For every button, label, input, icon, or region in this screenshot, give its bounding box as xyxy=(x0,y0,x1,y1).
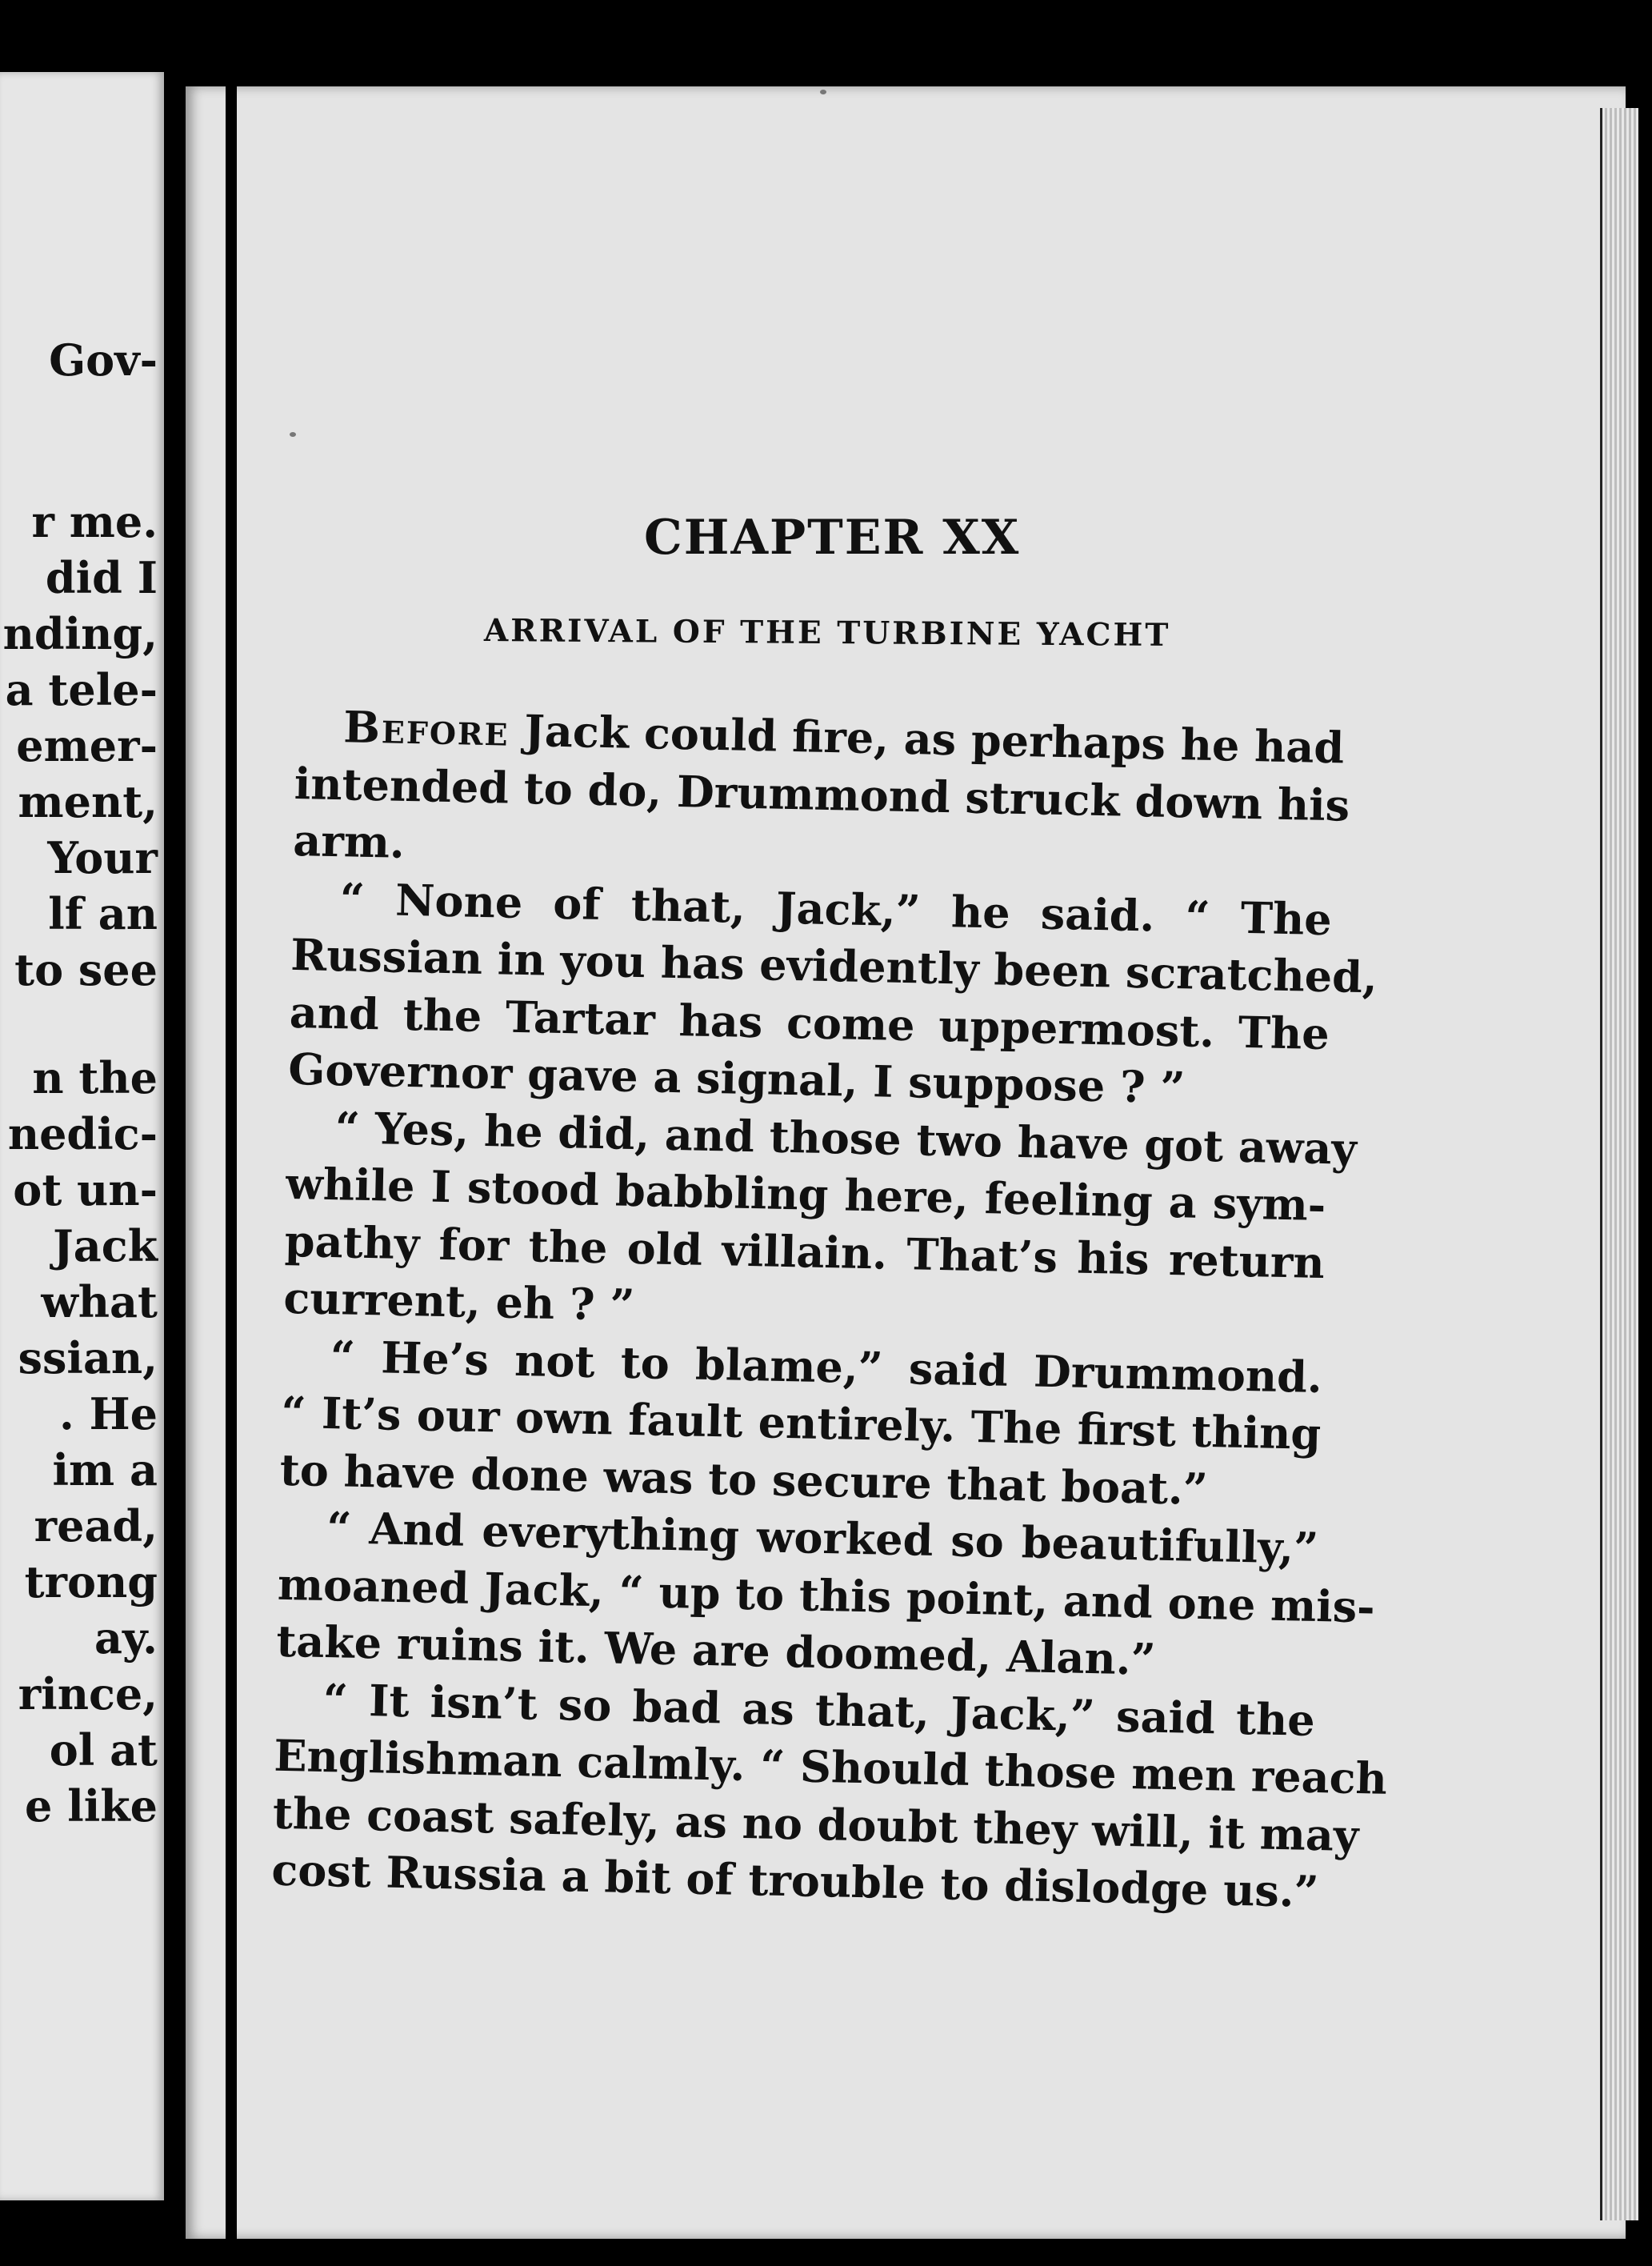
drop-word: Before xyxy=(342,701,510,756)
paragraph-line: take ruins it. We are doomed, Alan.” xyxy=(275,1615,1157,1685)
paper-speck xyxy=(820,90,826,94)
chapter-title: CHAPTER XX xyxy=(644,510,1021,566)
paragraph-line: the coast safely, as no doubt they will, it may xyxy=(272,1787,1359,1861)
left-page-line: Jack xyxy=(53,1220,158,1271)
left-page-line: ment, xyxy=(18,776,158,827)
left-page-line: . He xyxy=(59,1388,158,1439)
left-page-line: e like xyxy=(25,1780,158,1832)
paper-speck xyxy=(290,432,296,437)
left-page-line: nding, xyxy=(2,608,158,659)
left-page-line: a tele- xyxy=(5,664,158,715)
paragraph-line: while I stood babbling here, feeling a sym- xyxy=(285,1157,1326,1231)
left-page xyxy=(0,72,164,2200)
paragraph-line: “ Yes, he did, and those two have got away xyxy=(334,1101,1358,1175)
paragraph-line: Russian in you has evidently been scratched, xyxy=(290,928,1378,1003)
paragraph-line: and the Tartar has come uppermost. The xyxy=(289,986,1330,1059)
left-page-line: rince, xyxy=(18,1668,158,1720)
left-page-line: ssian, xyxy=(18,1332,158,1383)
left-page-line: lf an xyxy=(48,888,158,939)
chapter-body xyxy=(270,701,1388,1927)
paragraph-line: current, eh ? ” xyxy=(282,1271,636,1331)
paragraph-line: Before Jack could fire, as perhaps he had xyxy=(342,701,1345,774)
left-page-line: ay. xyxy=(94,1612,158,1663)
paragraph-line: “ It’s our own fault entirely. The first thing xyxy=(280,1386,1322,1460)
left-page-line: Gov- xyxy=(49,334,158,386)
paragraph-line: “ He’s not to blame,” said Drummond. xyxy=(330,1330,1323,1403)
paragraph-line: intended to do, Drummond struck down his xyxy=(294,757,1350,831)
paragraph-line: “ None of that, Jack,” he said. “ The xyxy=(339,872,1333,945)
paragraph-line: arm. xyxy=(292,814,406,868)
paragraph-line: cost Russia a bit of trouble to dislodge us.” xyxy=(270,1844,1320,1918)
left-page-line: nedic- xyxy=(7,1108,158,1159)
left-page-line: ol at xyxy=(49,1724,158,1776)
left-page-line: trong xyxy=(24,1556,158,1607)
book-gutter xyxy=(226,80,237,2240)
page-edges xyxy=(1600,108,1638,2220)
paragraph-line: pathy for the old villain. That’s his return xyxy=(284,1215,1326,1288)
left-page-line: read, xyxy=(34,1500,158,1551)
paragraph-line: “ It isn’t so bad as that, Jack,” said the xyxy=(322,1673,1316,1746)
left-page-line: Your xyxy=(47,832,158,883)
paragraph-line: Governor gave a signal, I suppose ? ” xyxy=(287,1043,1186,1114)
paragraph-line: moaned Jack, “ up to this point, and one mis- xyxy=(277,1558,1376,1632)
left-page-line: n the xyxy=(32,1052,158,1103)
paragraph-line: “ And everything worked so beautifully,” xyxy=(326,1502,1319,1574)
left-page-line: im a xyxy=(52,1444,158,1495)
left-page-line: did I xyxy=(45,552,158,603)
left-page-line: ot un- xyxy=(13,1164,158,1215)
left-page-line: r me. xyxy=(31,496,158,547)
chapter-subtitle: ARRIVAL OF THE TURBINE YACHT xyxy=(483,612,1171,654)
left-page-line: what xyxy=(41,1276,158,1327)
left-page-line: emer- xyxy=(16,720,158,771)
paragraph-line: to have done was to secure that boat.” xyxy=(279,1443,1209,1515)
left-page-line: to see xyxy=(14,944,158,995)
paragraph-line: Englishman calmly. “ Should those men reach xyxy=(273,1729,1388,1804)
